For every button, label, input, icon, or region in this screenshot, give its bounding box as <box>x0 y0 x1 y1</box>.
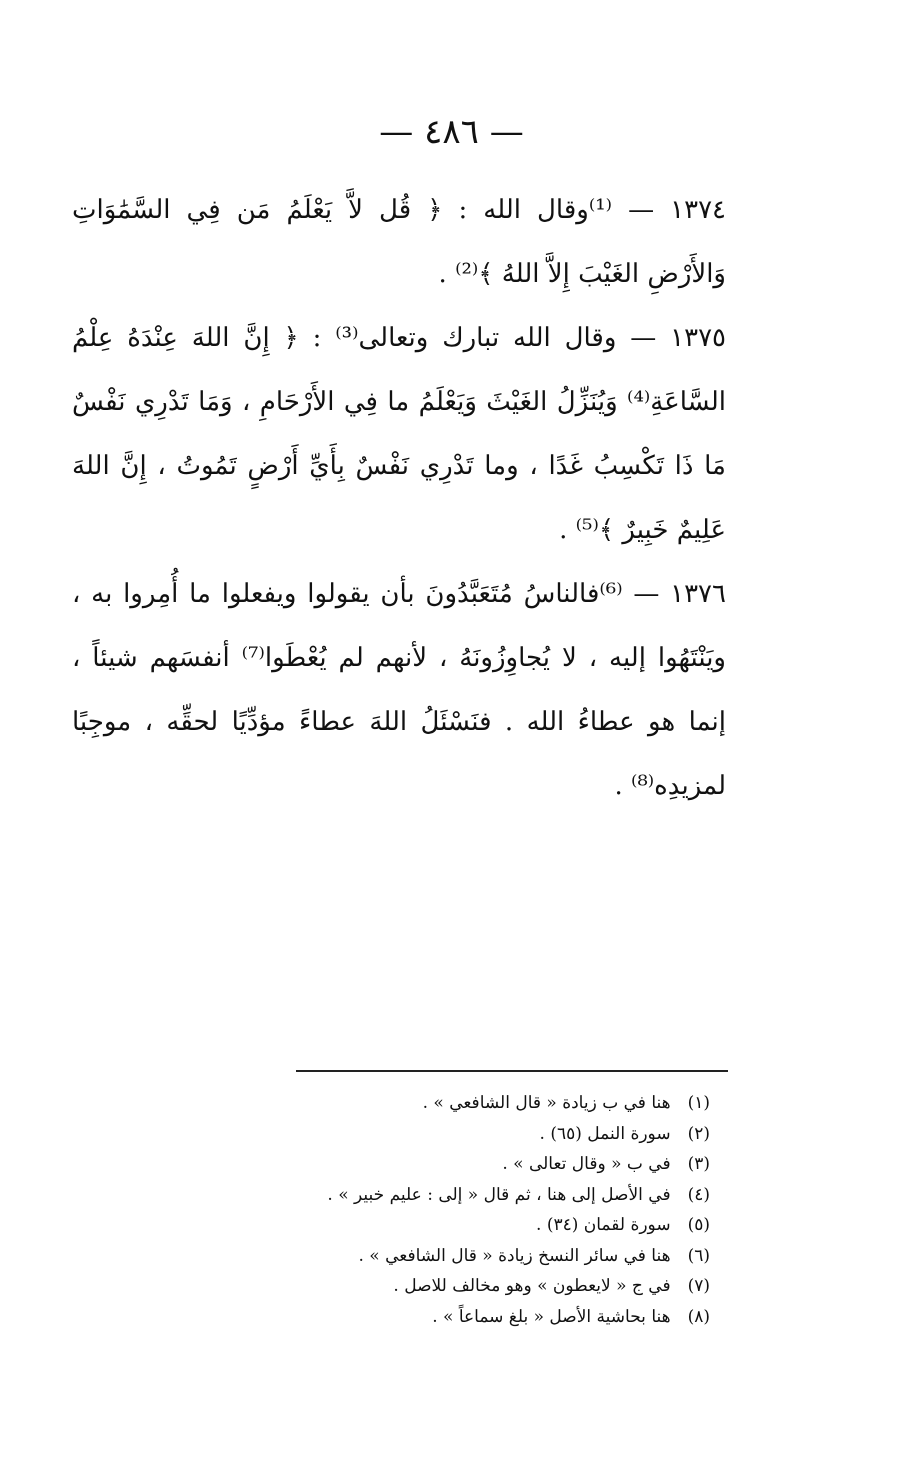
page-number: — ٤٨٦ — <box>379 112 524 152</box>
main-text <box>72 178 726 818</box>
paragraph-1376: ١٣٧٦ — ⁽⁶⁾فالناسُ مُتَعَبَّدُونَ بأن يقولوا ويفعلوا ما أُمِروا به ، ويَنْتَهُوا إليه ، لا يُجاوِزُونَهُ ، لأنهم لم يُعْطَوا⁽⁷⁾ أنفسَهم شيئاً ، إنما هو عطاءُ الله . فنَسْئَلُ اللهَ عطاءً مؤدِّيًا لحقِّه ، موجِبًا لمزيدِه⁽⁸⁾ . <box>72 579 726 801</box>
footnote-text: سورة لقمان (٣٤) . <box>536 1215 671 1235</box>
footnote-text: هنا في ب زيادة « قال الشافعي » . <box>422 1093 671 1113</box>
footnote-number: (٣) <box>687 1154 710 1174</box>
paragraph-1375: ١٣٧٥ — وقال الله تبارك وتعالى⁽³⁾ : ﴿ إِنَّ اللهَ عِنْدَهُ عِلْمُ السَّاعَةِ⁽⁴⁾ وَيُنَزِّلُ الغَيْثَ وَيَعْلَمُ ما فِي الأَرْحَامِ ، وَمَا تَدْرِي نَفْسٌ مَا ذَا تَكْسِبُ غَدًا ، وما تَدْرِي نَفْسٌ بِأَيِّ أَرْضٍ تَمُوتُ ، إِنَّ اللهَ عَلِيمٌ خَبِيرٌ ﴾⁽⁵⁾ . <box>72 323 727 545</box>
footnote-number: (٥) <box>687 1215 710 1235</box>
footnote-divider <box>296 1070 728 1072</box>
footnote-text: في ج « لايعطون » وهو مخالف للاصل . <box>393 1276 671 1296</box>
footnote-number: (٧) <box>687 1276 710 1296</box>
footnote-5 <box>230 1210 710 1241</box>
footnote-number: (١) <box>687 1093 710 1113</box>
footnote-text: سورة النمل (٦٥) . <box>539 1123 671 1144</box>
footnote-text: هنا بحاشية الأصل « بلغ سماعاً » . <box>432 1306 671 1327</box>
footnote-number: (٢) <box>687 1123 710 1144</box>
footnote-7 <box>230 1271 710 1302</box>
footnote-2 <box>230 1119 710 1150</box>
footnote-number: (٨) <box>687 1306 710 1327</box>
footnote-text: في الأصل إلى هنا ، ثم قال « إلى : عليم خبير » . <box>327 1184 671 1205</box>
footnote-text: في ب « وقال تعالى » . <box>502 1154 671 1174</box>
footnote-3 <box>230 1149 710 1180</box>
footnote-text: هنا في سائر النسخ زيادة « قال الشافعي » . <box>358 1245 671 1266</box>
paragraph-1374: ١٣٧٤ — ⁽¹⁾وقال الله : ﴿ قُل لاَّ يَعْلَمُ مَن فِي السَّمَٰوَاتِ وَالأَرْضِ الغَيْبَ إِلاَّ اللهُ ﴾⁽²⁾ . <box>72 195 726 289</box>
footnotes <box>230 1088 710 1332</box>
footnote-4 <box>230 1180 710 1211</box>
footnote-number: (٤) <box>687 1184 710 1205</box>
footnote-6 <box>230 1241 710 1272</box>
footnote-1 <box>230 1088 710 1119</box>
footnote-8 <box>230 1302 710 1333</box>
footnote-number: (٦) <box>687 1245 710 1266</box>
